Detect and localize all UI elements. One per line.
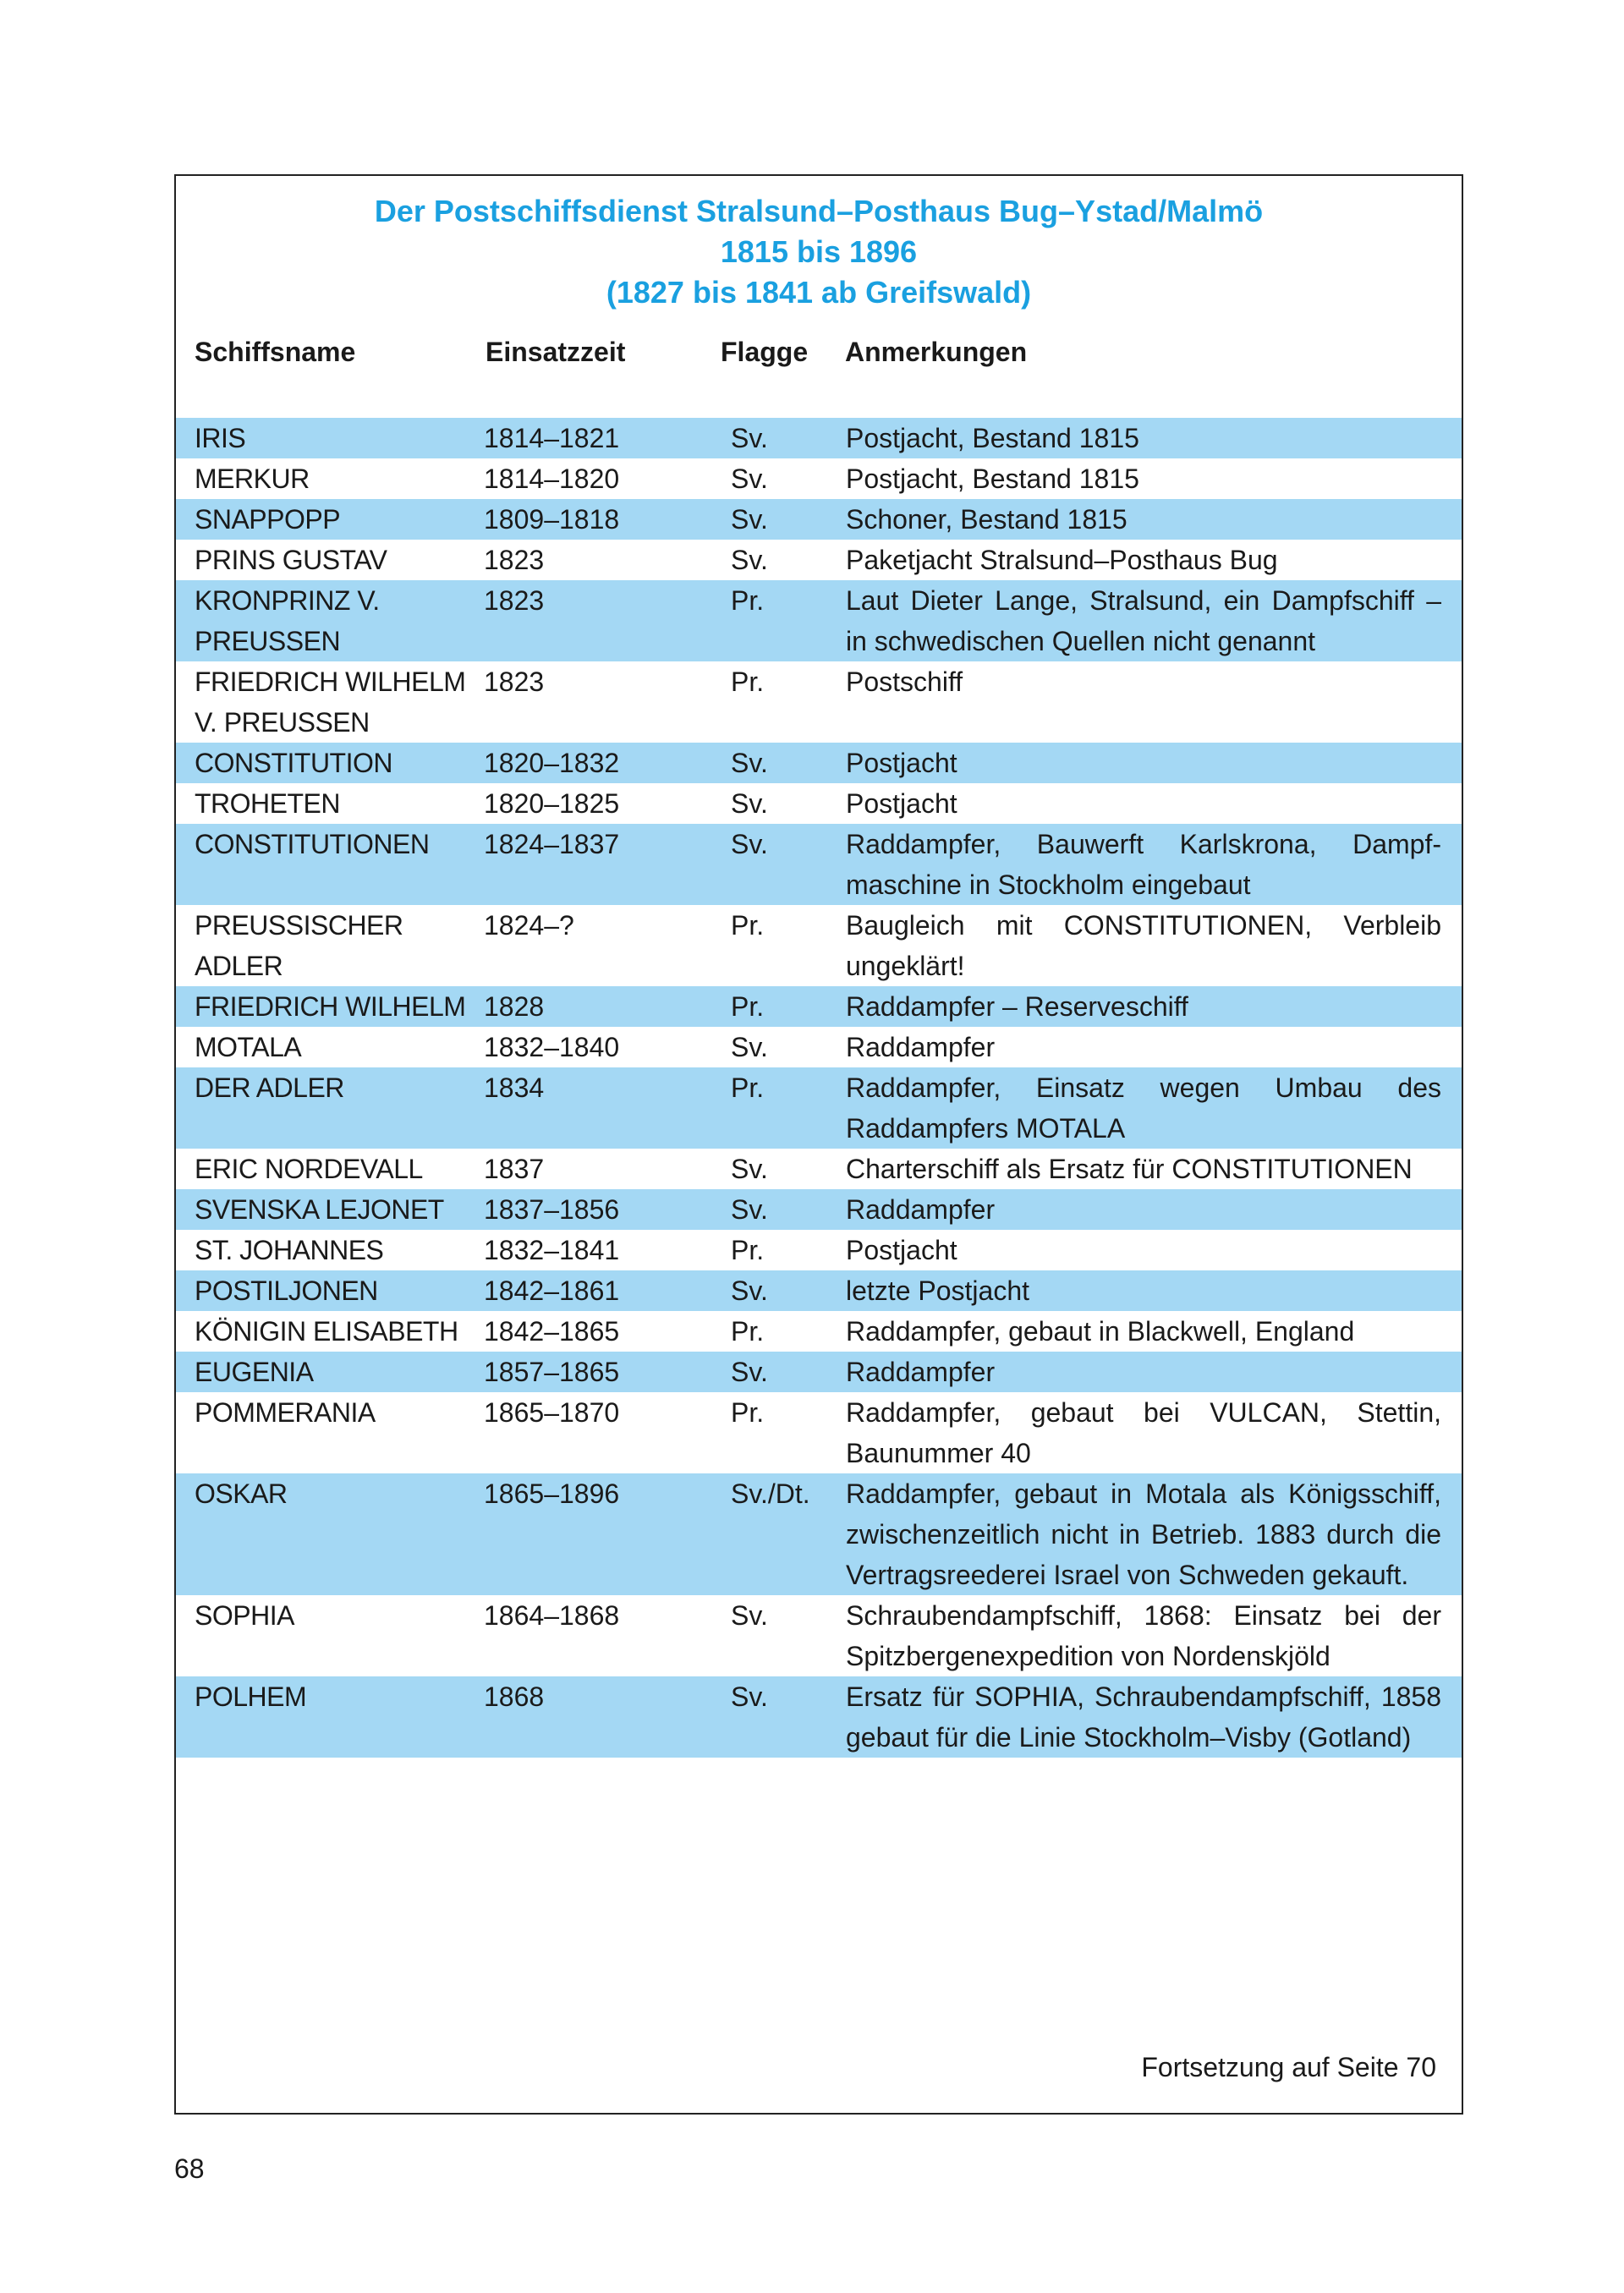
ship-name-cell: TROHETEN <box>195 788 340 819</box>
table-row <box>176 986 1462 1027</box>
flag-cell: Sv. <box>731 1275 768 1306</box>
period-cell: 1842–1865 <box>484 1316 620 1347</box>
column-header-period: Einsatzzeit <box>486 337 626 367</box>
flag-cell: Pr. <box>731 1235 765 1265</box>
title-line-2: 1815 bis 1896 <box>720 234 918 269</box>
ship-name-cell: DER ADLER <box>195 1072 344 1103</box>
table-row <box>176 661 1462 743</box>
flag-cell: Sv. <box>731 829 768 859</box>
notes-cell: Raddampfer, gebaut in Motala als Königsschiff, zwischenzeitlich nicht in Betrieb. 1883 durch die Vertragsreederei Israel von Schweden gekauft. <box>846 1478 1441 1590</box>
ship-table <box>176 418 1462 1758</box>
notes-cell: Raddampfer <box>846 1032 996 1062</box>
flag-cell: Sv. <box>731 1681 768 1712</box>
flag-cell: Sv. <box>731 545 768 575</box>
table-row <box>176 1149 1462 1189</box>
notes-cell: letzte Postjacht <box>846 1275 1029 1306</box>
notes-cell: Postjacht, Bestand 1815 <box>846 423 1139 453</box>
ship-name-cell: SOPHIA <box>195 1600 294 1631</box>
notes-cell: Raddampfer, Bauwerft Karlskrona, Dampfmaschine in Stockholm eingebaut <box>846 829 1441 900</box>
ship-name-cell: MOTALA <box>195 1032 302 1062</box>
notes-cell: Raddampfer, gebaut in Blackwell, England <box>846 1316 1355 1347</box>
flag-cell: Pr. <box>731 1316 765 1347</box>
table-row <box>176 1473 1462 1595</box>
notes-cell: Postschiff <box>846 667 963 697</box>
notes-cell: Baugleich mit CONSTITUTIONEN, Verbleib ungeklärt! <box>846 910 1441 981</box>
notes-cell: Postjacht <box>846 748 957 778</box>
ship-name-cell: SVENSKA LEJONET <box>195 1194 444 1225</box>
ship-name-cell: SNAPPOPP <box>195 504 341 535</box>
period-cell: 1820–1825 <box>484 788 620 819</box>
notes-cell: Raddampfer <box>846 1194 996 1225</box>
table-row <box>176 580 1462 661</box>
flag-cell: Sv. <box>731 504 768 535</box>
notes-cell: Ersatz für SOPHIA, Schraubendampfschiff, 1858 gebaut für die Linie Stockholm–Visby (Gotland) <box>846 1681 1441 1753</box>
table-row <box>176 824 1462 905</box>
ship-name-cell: ST. JOHANNES <box>195 1235 384 1265</box>
flag-cell: Sv. <box>731 1357 768 1387</box>
period-cell: 1828 <box>484 991 545 1022</box>
flag-cell: Pr. <box>731 585 765 616</box>
notes-cell: Raddampfer – Reserveschiff <box>846 991 1188 1022</box>
flag-cell: Sv. <box>731 788 768 819</box>
flag-cell: Sv./Dt. <box>731 1478 810 1509</box>
ship-name-cell: IRIS <box>195 423 246 453</box>
notes-cell: Postjacht, Bestand 1815 <box>846 464 1139 494</box>
notes-cell: Schraubendampfschiff, 1868: Einsatz bei der Spitzbergenexpedition von Nordenskjöld <box>846 1600 1441 1671</box>
table-row <box>176 905 1462 986</box>
ship-name-cell: POLHEM <box>195 1681 307 1712</box>
notes-cell: Schoner, Bestand 1815 <box>846 504 1127 535</box>
table-row <box>176 458 1462 499</box>
table-row <box>176 1392 1462 1473</box>
period-cell: 1865–1870 <box>484 1397 620 1428</box>
ship-name-cell: CONSTITUTIONEN <box>195 829 430 859</box>
notes-cell: Paketjacht Stralsund–Posthaus Bug <box>846 545 1278 575</box>
ship-name-cell: PRINS GUSTAV <box>195 545 387 575</box>
ship-name-cell: POSTILJONEN <box>195 1275 378 1306</box>
period-cell: 1857–1865 <box>484 1357 620 1387</box>
table-row <box>176 499 1462 540</box>
period-cell: 1809–1818 <box>484 504 620 535</box>
continuation-note: Fortsetzung auf Seite 70 <box>1141 2052 1436 2082</box>
period-cell: 1823 <box>484 585 545 616</box>
page-title <box>176 191 1462 313</box>
period-cell: 1814–1820 <box>484 464 620 494</box>
column-header-flag: Flagge <box>721 337 809 367</box>
notes-cell: Laut Dieter Lange, Stralsund, ein Dampfschiff – in schwedischen Quellen nicht genannt <box>846 585 1441 656</box>
period-cell: 1824–? <box>484 910 574 941</box>
column-header-name: Schiffsname <box>195 337 356 367</box>
ship-name-cell: PREUSSISCHER ADLER <box>195 910 403 981</box>
ship-name-cell: KÖNIGIN ELISABETH <box>195 1316 458 1347</box>
ship-name-cell: EUGENIA <box>195 1357 314 1387</box>
period-cell: 1832–1841 <box>484 1235 620 1265</box>
period-cell: 1865–1896 <box>484 1478 620 1509</box>
table-row <box>176 1595 1462 1676</box>
ship-name-cell: FRIEDRICH WILHELM V. PREUSSEN <box>195 667 466 738</box>
table-header <box>176 337 1462 374</box>
ship-name-cell: ERIC NORDEVALL <box>195 1154 423 1184</box>
flag-cell: Pr. <box>731 1397 765 1428</box>
flag-cell: Pr. <box>731 991 765 1022</box>
period-cell: 1837 <box>484 1154 545 1184</box>
title-line-3: (1827 bis 1841 ab Greifswald) <box>606 275 1032 310</box>
notes-cell: Postjacht <box>846 788 957 819</box>
table-row <box>176 743 1462 783</box>
period-cell: 1837–1856 <box>484 1194 620 1225</box>
flag-cell: Sv. <box>731 748 768 778</box>
table-row <box>176 1270 1462 1311</box>
notes-cell: Raddampfer, gebaut bei VULCAN, Stettin, Baunummer 40 <box>846 1397 1441 1468</box>
notes-cell: Charterschiff als Ersatz für CONSTITUTIONEN <box>846 1154 1413 1184</box>
period-cell: 1834 <box>484 1072 545 1103</box>
period-cell: 1814–1821 <box>484 423 620 453</box>
table-row <box>176 1230 1462 1270</box>
ship-name-cell: KRONPRINZ V. PREUSSEN <box>195 585 380 656</box>
ship-name-cell: POMMERANIA <box>195 1397 376 1428</box>
table-row <box>176 1067 1462 1149</box>
flag-cell: Sv. <box>731 464 768 494</box>
table-frame <box>174 174 1463 2115</box>
period-cell: 1864–1868 <box>484 1600 620 1631</box>
ship-name-cell: OSKAR <box>195 1478 288 1509</box>
ship-name-cell: MERKUR <box>195 464 310 494</box>
period-cell: 1820–1832 <box>484 748 620 778</box>
table-row <box>176 1189 1462 1230</box>
period-cell: 1824–1837 <box>484 829 620 859</box>
flag-cell: Pr. <box>731 1072 765 1103</box>
title-line-1: Der Postschiffsdienst Stralsund–Posthaus Bug–Ystad/Malmö <box>374 194 1264 228</box>
period-cell: 1832–1840 <box>484 1032 620 1062</box>
table-row <box>176 418 1462 458</box>
ship-name-cell: FRIEDRICH WILHELM <box>195 991 466 1022</box>
flag-cell: Sv. <box>731 1154 768 1184</box>
table-row <box>176 540 1462 580</box>
table-row <box>176 1676 1462 1758</box>
notes-cell: Postjacht <box>846 1235 957 1265</box>
period-cell: 1842–1861 <box>484 1275 620 1306</box>
flag-cell: Pr. <box>731 667 765 697</box>
period-cell: 1823 <box>484 667 545 697</box>
flag-cell: Sv. <box>731 1194 768 1225</box>
flag-cell: Sv. <box>731 423 768 453</box>
notes-cell: Raddampfer <box>846 1357 996 1387</box>
period-cell: 1823 <box>484 545 545 575</box>
flag-cell: Pr. <box>731 910 765 941</box>
flag-cell: Sv. <box>731 1032 768 1062</box>
ship-name-cell: CONSTITUTION <box>195 748 392 778</box>
table-row <box>176 1311 1462 1352</box>
column-header-notes: Anmerkungen <box>845 337 1028 367</box>
table-row <box>176 783 1462 824</box>
period-cell: 1868 <box>484 1681 545 1712</box>
notes-cell: Raddampfer, Einsatz wegen Umbau des Raddampfers MOTALA <box>846 1072 1441 1144</box>
table-row <box>176 1352 1462 1392</box>
page-number: 68 <box>174 2153 205 2184</box>
table-row <box>176 1027 1462 1067</box>
flag-cell: Sv. <box>731 1600 768 1631</box>
